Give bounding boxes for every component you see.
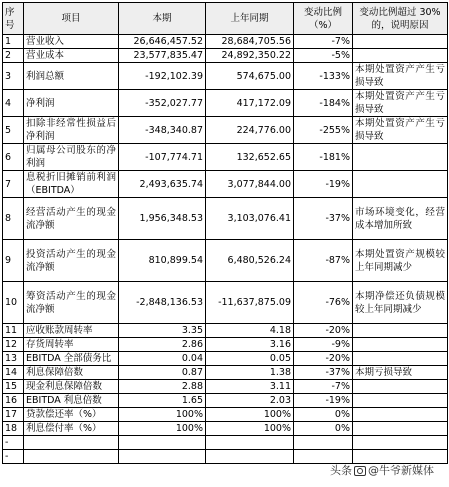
row-previous: 574,675.00: [206, 63, 294, 90]
table-body: [3, 35, 448, 464]
row-item: [24, 436, 119, 450]
row-previous: 24,892,350.22: [206, 49, 294, 63]
row-item: 贷款偿还率（%）: [24, 408, 119, 422]
row-item: 存货周转率: [24, 338, 119, 352]
row-change: -19%: [294, 171, 353, 198]
row-item: 利息保障倍数: [24, 366, 119, 380]
row-item: 筹资活动产生的现金流净额: [24, 282, 119, 324]
row-item: 现金利息保障倍数: [24, 380, 119, 394]
table-row: [3, 49, 448, 63]
table-row: [3, 380, 448, 394]
row-current: 23,577,835.47: [119, 49, 206, 63]
row-reason: [353, 352, 448, 366]
row-change: -37%: [294, 366, 353, 380]
row-index: 2: [3, 49, 24, 63]
table-row: [3, 63, 448, 90]
table-row: [3, 144, 448, 171]
row-change: -7%: [294, 35, 353, 49]
table-row: [3, 422, 448, 436]
row-reason: 市场环境变化，经营成本增加所致: [353, 198, 448, 240]
row-reason: [353, 380, 448, 394]
watermark-suffix: @牛爷新媒体: [368, 464, 434, 477]
table-row: [3, 282, 448, 324]
row-change: -19%: [294, 394, 353, 408]
row-item: [24, 450, 119, 464]
table-row: [3, 240, 448, 282]
camera-icon: [354, 466, 366, 476]
row-item: 利息偿付率（%）: [24, 422, 119, 436]
row-index: -: [3, 436, 24, 450]
row-change: -255%: [294, 117, 353, 144]
row-previous: [206, 450, 294, 464]
row-change: -5%: [294, 49, 353, 63]
row-item: 营业收入: [24, 35, 119, 49]
row-index: 7: [3, 171, 24, 198]
row-reason: [353, 171, 448, 198]
row-change: -37%: [294, 198, 353, 240]
row-previous: 100%: [206, 422, 294, 436]
row-item: 净利润: [24, 90, 119, 117]
row-previous: 100%: [206, 408, 294, 422]
row-item: 营业成本: [24, 49, 119, 63]
row-index: 4: [3, 90, 24, 117]
row-previous: 6,480,526.24: [206, 240, 294, 282]
row-reason: [353, 144, 448, 171]
row-index: 17: [3, 408, 24, 422]
row-change: 0%: [294, 408, 353, 422]
header-change: 变动比例（%）: [294, 3, 353, 35]
row-previous: 3.11: [206, 380, 294, 394]
table-row: [3, 35, 448, 49]
row-change: -181%: [294, 144, 353, 171]
row-index: -: [3, 450, 24, 464]
table-row: [3, 324, 448, 338]
row-index: 8: [3, 198, 24, 240]
watermark-prefix: 头条: [330, 464, 352, 477]
row-previous: 132,652.65: [206, 144, 294, 171]
table-row: [3, 366, 448, 380]
header-item: 项目: [24, 3, 119, 35]
row-current: -2,848,136.53: [119, 282, 206, 324]
row-reason: 本期处置资产规模较上年同期减少: [353, 240, 448, 282]
row-current: 26,646,457.52: [119, 35, 206, 49]
row-previous: 224,776.00: [206, 117, 294, 144]
row-reason: [353, 49, 448, 63]
row-index: 3: [3, 63, 24, 90]
row-reason: [353, 422, 448, 436]
row-current: 1,956,348.53: [119, 198, 206, 240]
header-current: 本期: [119, 3, 206, 35]
row-index: 6: [3, 144, 24, 171]
row-reason: 本期净偿还负债规模较上年同期减少: [353, 282, 448, 324]
row-current: -107,774.71: [119, 144, 206, 171]
row-change: -9%: [294, 338, 353, 352]
table-row: [3, 394, 448, 408]
row-current: -348,340.87: [119, 117, 206, 144]
row-index: 5: [3, 117, 24, 144]
row-previous: 0.05: [206, 352, 294, 366]
row-change: -133%: [294, 63, 353, 90]
table-row: [3, 338, 448, 352]
row-current: 100%: [119, 422, 206, 436]
row-previous: [206, 436, 294, 450]
row-index: 10: [3, 282, 24, 324]
row-reason: 本期处置资产产生亏损导致: [353, 90, 448, 117]
row-previous: 3.16: [206, 338, 294, 352]
row-previous: 3,077,844.00: [206, 171, 294, 198]
header-index: 序号: [3, 3, 24, 35]
table-row: [3, 436, 448, 450]
row-previous: -11,637,875.09: [206, 282, 294, 324]
table-row: [3, 408, 448, 422]
row-current: [119, 436, 206, 450]
row-item: 息税折旧摊销前利润（EBITDA）: [24, 171, 119, 198]
row-current: 0.04: [119, 352, 206, 366]
table-row: [3, 352, 448, 366]
row-change: -184%: [294, 90, 353, 117]
row-reason: 本期处置资产产生亏损导致: [353, 63, 448, 90]
row-previous: 1.38: [206, 366, 294, 380]
row-index: 14: [3, 366, 24, 380]
row-reason: [353, 408, 448, 422]
row-reason: [353, 436, 448, 450]
row-previous: 4.18: [206, 324, 294, 338]
row-change: -76%: [294, 282, 353, 324]
row-previous: 417,172.09: [206, 90, 294, 117]
table-row: [3, 171, 448, 198]
row-current: 0.87: [119, 366, 206, 380]
row-current: 810,899.54: [119, 240, 206, 282]
row-previous: 3,103,076.41: [206, 198, 294, 240]
row-index: 16: [3, 394, 24, 408]
row-current: 100%: [119, 408, 206, 422]
row-current: 1.65: [119, 394, 206, 408]
row-current: 2.86: [119, 338, 206, 352]
row-index: 12: [3, 338, 24, 352]
row-current: -352,027.77: [119, 90, 206, 117]
row-reason: [353, 338, 448, 352]
row-current: 2,493,635.74: [119, 171, 206, 198]
row-item: 投资活动产生的现金流净额: [24, 240, 119, 282]
table-row: [3, 198, 448, 240]
row-reason: 本期处置资产产生亏损导致: [353, 117, 448, 144]
row-current: -192,102.39: [119, 63, 206, 90]
row-current: 2.88: [119, 380, 206, 394]
row-reason: 本期亏损导致: [353, 366, 448, 380]
watermark: [330, 462, 434, 478]
row-item: 应收账款周转率: [24, 324, 119, 338]
row-item: 利润总额: [24, 63, 119, 90]
row-index: 13: [3, 352, 24, 366]
header-row: [3, 3, 448, 35]
row-index: 9: [3, 240, 24, 282]
row-index: 18: [3, 422, 24, 436]
row-change: [294, 436, 353, 450]
row-change: -20%: [294, 324, 353, 338]
header-reason: 变动比例超过 30%的，说明原因: [353, 3, 448, 35]
financial-indicators-table: [2, 2, 448, 464]
table-row: [3, 90, 448, 117]
table-row: [3, 117, 448, 144]
row-current: 3.35: [119, 324, 206, 338]
row-previous: 2.03: [206, 394, 294, 408]
header-previous: 上年同期: [206, 3, 294, 35]
row-item: 归属母公司股东的净利润: [24, 144, 119, 171]
row-reason: [353, 394, 448, 408]
row-change: -20%: [294, 352, 353, 366]
row-change: 0%: [294, 422, 353, 436]
row-item: 经营活动产生的现金流净额: [24, 198, 119, 240]
row-change: -7%: [294, 380, 353, 394]
row-item: EBITDA 全部债务比: [24, 352, 119, 366]
row-index: 11: [3, 324, 24, 338]
row-reason: [353, 35, 448, 49]
row-reason: [353, 324, 448, 338]
row-index: 15: [3, 380, 24, 394]
row-item: 扣除非经常性损益后净利润: [24, 117, 119, 144]
row-previous: 28,684,705.56: [206, 35, 294, 49]
row-item: EBITDA 利息倍数: [24, 394, 119, 408]
row-current: [119, 450, 206, 464]
row-index: 1: [3, 35, 24, 49]
row-change: -87%: [294, 240, 353, 282]
